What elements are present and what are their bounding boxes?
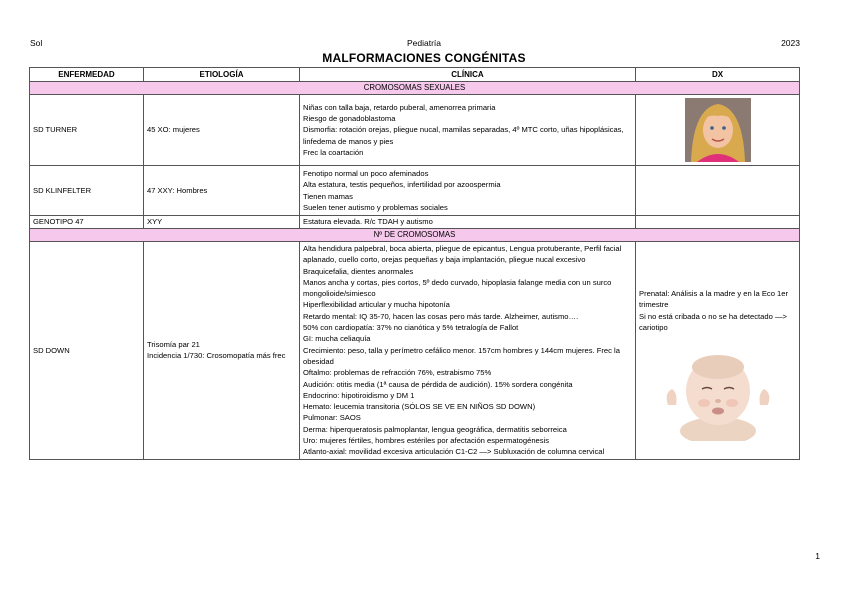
clinic-line: Riesgo de gonadoblastoma — [303, 114, 396, 124]
page-title: MALFORMACIONES CONGÉNITAS — [322, 51, 526, 65]
section-title: Nº DE CROMOSOMAS — [30, 229, 800, 242]
table-row-klinefelter — [30, 166, 800, 216]
etiology: 47 XXY: Hombres — [144, 166, 300, 216]
col-header-dx: DX — [636, 68, 800, 82]
clinic-line: Pulmonar: SAOS — [303, 413, 361, 423]
clinic-line: Suelen tener autismo y problemas sociales — [303, 202, 448, 212]
dx-cell — [636, 242, 800, 460]
clinic: Estatura elevada. R/c TDAH y autismo — [300, 216, 636, 229]
section-title: CROMOSOMAS SEXUALES — [30, 82, 800, 95]
dx-cell — [636, 95, 800, 166]
col-header-etiologia: ETIOLOGÍA — [144, 68, 300, 82]
table-header-row — [30, 68, 800, 82]
header-author: Sol — [30, 38, 43, 48]
down-baby-photo — [662, 345, 774, 441]
clinic-line: GI: mucha celiaquía — [303, 334, 371, 344]
malformations-table — [29, 67, 800, 460]
disease-name: GENOTIPO 47 — [30, 216, 144, 229]
clinic-line: Frec la coartación — [303, 147, 364, 157]
clinic-line: Tienen mamas — [303, 191, 353, 201]
clinic-line: Uro: mujeres fértiles, hombres estériles por afectación espermatogénesis — [303, 436, 550, 446]
clinic-line: Dismorfia: rotación orejas, pliegue nucal, mamilas separadas, 4º MTC corto, uñas hipoplásicas, linfedema de manos y pies — [303, 125, 624, 146]
clinic-line: Retardo mental: IQ 35-70, hacen las cosas pero más tarde. Alzheimer, autismo…. — [303, 311, 579, 321]
clinic-line: Oftalmo: problemas de refracción 76%, estrabismo 75% — [303, 368, 492, 378]
etiology-line: Trisomía par 21 — [147, 340, 200, 350]
clinic-line: Endocrino: hipotiroidismo y DM 1 — [303, 390, 415, 400]
etiology-line: Incidencia 1/730: Crosomopatía más frec — [147, 351, 286, 361]
clinic — [300, 95, 636, 166]
clinic-line: Hiperflexibilidad articular y mucha hipotonía — [303, 300, 450, 310]
disease-name: SD TURNER — [30, 95, 144, 166]
col-header-clinica: CLÍNICA — [300, 68, 636, 82]
etiology — [144, 242, 300, 460]
clinic-line: Hemato: leucemia transitoria (SÓLOS SE VE EN NIÑOS SD DOWN) — [303, 402, 536, 412]
section-row-numero — [30, 229, 800, 242]
etiology: XYY — [144, 216, 300, 229]
header-year: 2023 — [781, 38, 800, 48]
dx-cell — [636, 166, 800, 216]
clinic-line: Fenotipo normal un poco afeminados — [303, 168, 429, 178]
disease-name: SD KLINFELTER — [30, 166, 144, 216]
header-subject: Pediatría — [406, 38, 442, 48]
dx-cell — [636, 216, 800, 229]
clinic-line: Braquicefalia, dientes anormales — [303, 266, 414, 276]
clinic-line: Manos ancha y cortas, pies cortos, 5º dedo curvado, hipoplasia falange media con un surco mongolioide/simiesco — [303, 277, 612, 299]
dx-text — [639, 288, 796, 333]
clinic-line: Crecimiento: peso, talla y perímetro cefálico menor. 157cm hombres y 144cm mujeres. Frec la obesidad — [303, 345, 620, 366]
clinic — [300, 166, 636, 216]
clinic-line: Alta estatura, testis pequeños, infertilidad por azoospermia — [303, 180, 501, 190]
page-number: 1 — [815, 551, 820, 561]
clinic-line: Derma: hiperqueratosis palmoplantar, lengua geográfica, dermatitis seborreica — [303, 424, 567, 434]
table-row-down — [30, 242, 800, 460]
dx-line: Prenatal: Análisis a la madre y en la Eco 1er trimestre — [639, 289, 789, 310]
col-header-enfermedad: ENFERMEDAD — [30, 68, 144, 82]
etiology: 45 XO: mujeres — [144, 95, 300, 166]
dx-line: Si no está cribada o no se ha detectado —> cariotipo — [639, 311, 787, 332]
table-row-turner — [30, 95, 800, 166]
clinic-line: Alta hendidura palpebral, boca abierta, pliegue de epicantus, Lengua protuberante, Perfil facial aplanado, cuello corto, orejas pequeñas y baja implantación, pliegue nucal excesivo — [303, 244, 622, 265]
disease-name: SD DOWN — [30, 242, 144, 460]
table-row-genotipo — [30, 216, 800, 229]
clinic-line: Atlanto-axial: movilidad excesiva articulación C1-C2 —> Subluxación de columna cervical — [303, 447, 605, 457]
turner-girl-photo — [685, 98, 751, 162]
clinic — [300, 242, 636, 460]
clinic-line: 50% con cardiopatía: 37% no cianótica y 5% tetralogía de Fallot — [303, 323, 519, 333]
section-row-sexual — [30, 82, 800, 95]
clinic-line: Niñas con talla baja, retardo puberal, amenorrea primaria — [303, 102, 496, 112]
clinic-line: Audición: otitis media (1ª causa de pérdida de audición). 15% sordera congénita — [303, 379, 573, 389]
